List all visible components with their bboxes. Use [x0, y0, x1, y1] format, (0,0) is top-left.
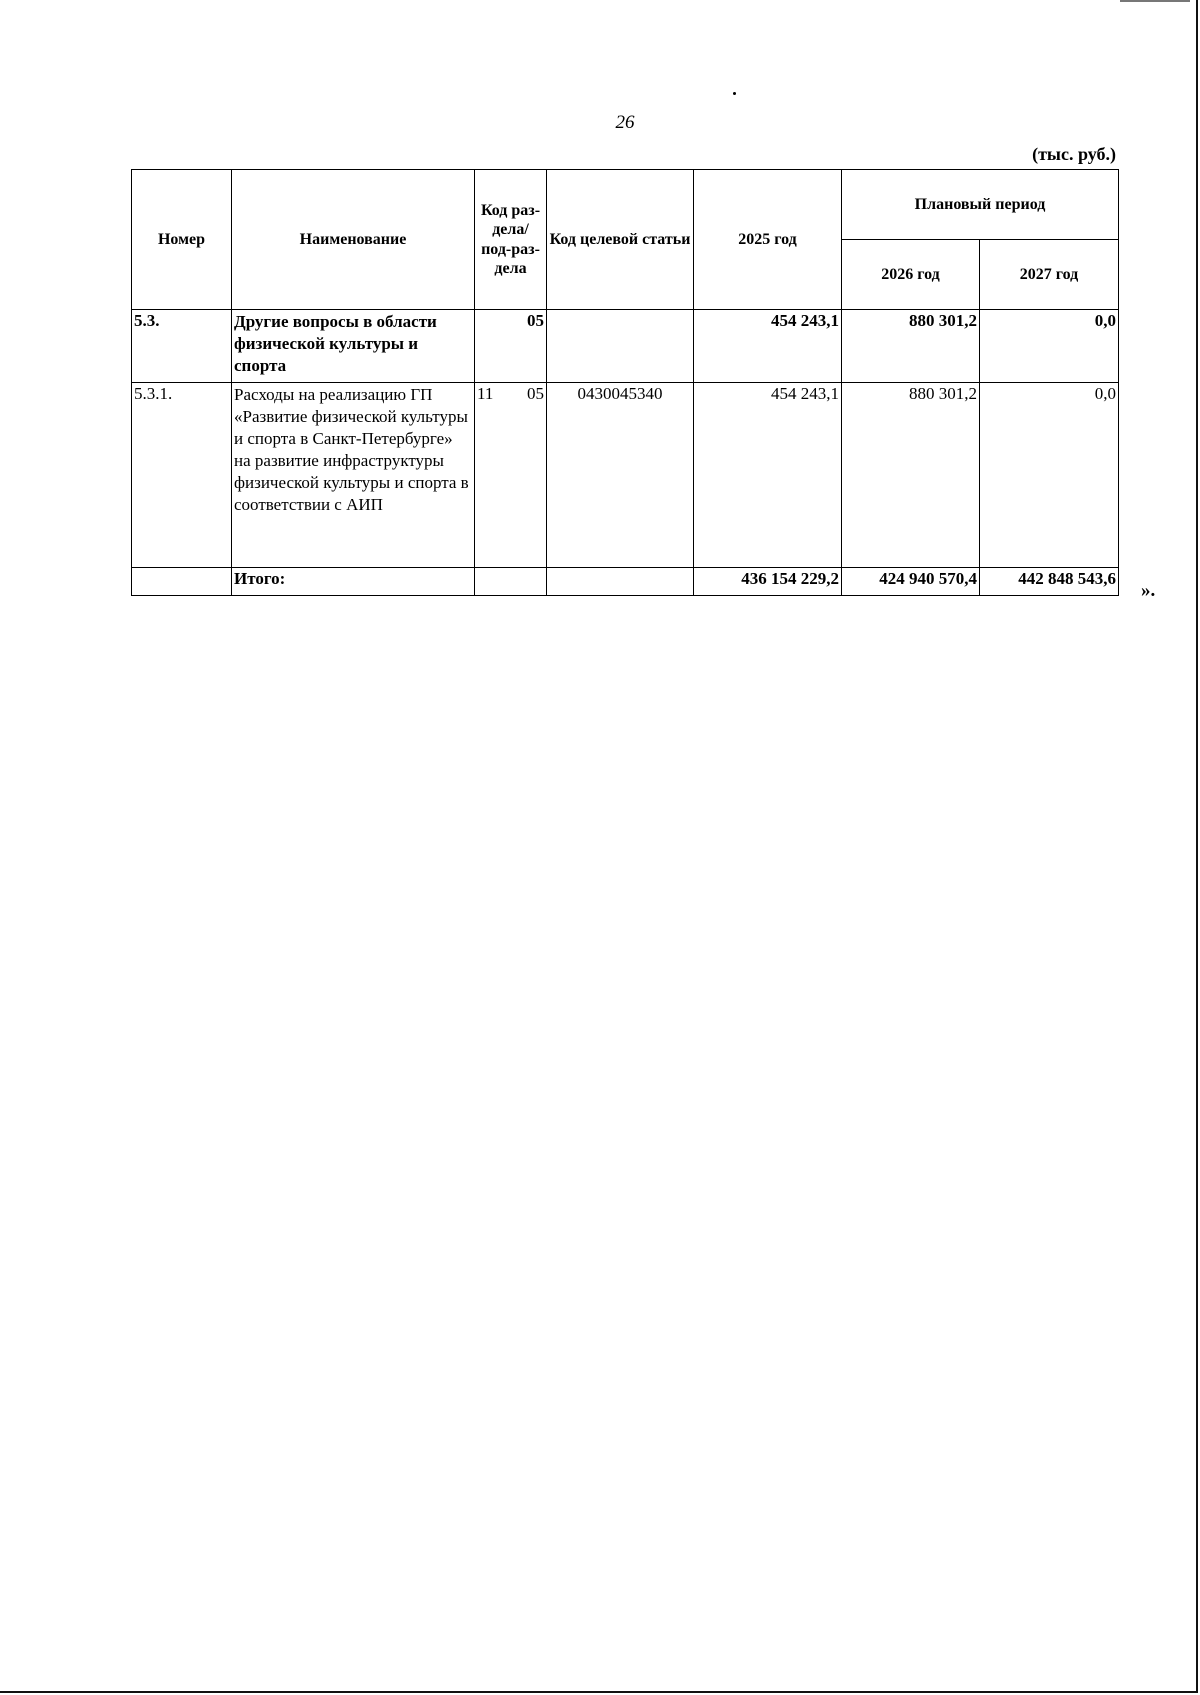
row-razdel-code [475, 383, 547, 568]
row-number: 5.3. [132, 310, 232, 383]
row-razdel-code [475, 310, 547, 383]
row-target-code: 0430045340 [547, 383, 694, 568]
scan-dot [733, 92, 736, 95]
total-2027: 442 848 543,6 [980, 568, 1119, 596]
header-razdel-code: Код раз-дела/ под-раз-дела [475, 170, 547, 310]
header-2026: 2026 год [842, 240, 980, 310]
row-2027: 0,0 [980, 383, 1119, 568]
budget-table [131, 169, 1119, 596]
units-label: (тыс. руб.) [1032, 144, 1116, 164]
total-number-cell [132, 568, 232, 596]
page-number: 26 [615, 112, 635, 133]
row-target-code [547, 310, 694, 383]
row-number: 5.3.1. [132, 383, 232, 568]
razdel-value: 11 [477, 384, 494, 403]
scan-mark [1120, 0, 1190, 2]
row-2026: 880 301,2 [842, 310, 980, 383]
header-name: Наименование [232, 170, 475, 310]
row-name: Другие вопросы в области физической культуры и спорта [232, 310, 475, 383]
header-2027: 2027 год [980, 240, 1119, 310]
header-number: Номер [132, 170, 232, 310]
total-target-cell [547, 568, 694, 596]
row-2027: 0,0 [980, 310, 1119, 383]
total-razdel-cell [475, 568, 547, 596]
header-2025: 2025 год [694, 170, 842, 310]
row-name: Расходы на реализацию ГП «Развитие физической культуры и спорта в Санкт-Петербурге» на развитие инфраструктуры физической культуры и спорта в соответствии с АИП [232, 383, 475, 568]
total-2025: 436 154 229,2 [694, 568, 842, 596]
header-planned-period: Плановый период [842, 170, 1119, 240]
header-target-code: Код целевой статьи [547, 170, 694, 310]
total-label: Итого: [232, 568, 475, 596]
row-2025: 454 243,1 [694, 383, 842, 568]
podrazdel-value: 05 [527, 311, 544, 330]
row-2025: 454 243,1 [694, 310, 842, 383]
total-2026: 424 940 570,4 [842, 568, 980, 596]
total-row [132, 568, 1119, 596]
row-2026: 880 301,2 [842, 383, 980, 568]
table-row [132, 383, 1119, 568]
table-row [132, 310, 1119, 383]
podrazdel-value: 05 [527, 384, 544, 403]
closing-quote: ». [1141, 580, 1156, 601]
